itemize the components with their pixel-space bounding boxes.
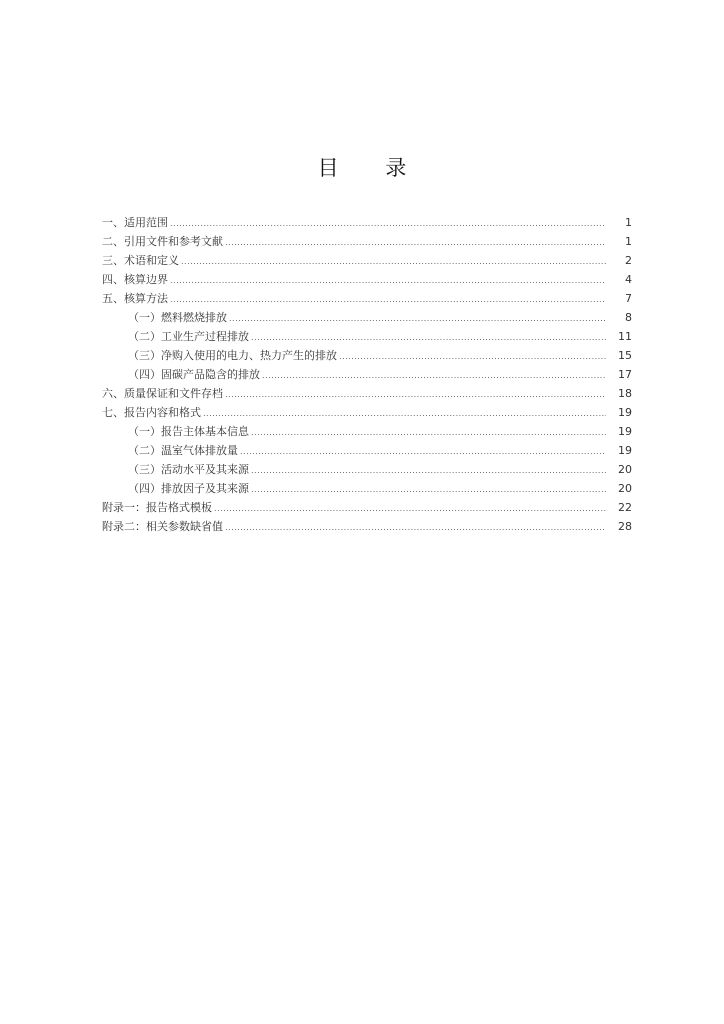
toc-entry-page-number: 17 [618, 368, 632, 381]
toc-entry[interactable] [102, 232, 632, 251]
toc-entry[interactable] [102, 251, 632, 270]
toc-entry-label: 二、引用文件和参考文献 [102, 235, 223, 248]
toc-entry[interactable] [102, 365, 632, 384]
toc-entry-label: （四）固碳产品隐含的排放 [128, 368, 260, 381]
toc-entry[interactable] [102, 517, 632, 536]
toc-entry-label: 七、报告内容和格式 [102, 406, 201, 419]
toc-entry[interactable] [102, 422, 632, 441]
toc-entry-page-number: 11 [618, 330, 632, 343]
toc-dot-leader [170, 214, 606, 233]
toc-entry-label: 一、适用范围 [102, 216, 168, 229]
toc-entry-page-number: 15 [618, 349, 632, 362]
toc-dot-leader [240, 442, 606, 461]
toc-entry[interactable] [102, 441, 632, 460]
toc-dot-leader [203, 404, 606, 423]
toc-entry[interactable] [102, 213, 632, 232]
toc-dot-leader [214, 499, 606, 518]
toc-entry-page-number: 20 [618, 463, 632, 476]
toc-entry-label: 四、核算边界 [102, 273, 168, 286]
toc-entry-page-number: 1 [625, 235, 632, 248]
toc-entry-page-number: 2 [625, 254, 632, 267]
toc-entry-label: 三、术语和定义 [102, 254, 179, 267]
toc-entry[interactable] [102, 403, 632, 422]
toc-entry-page-number: 18 [618, 387, 632, 400]
toc-entry-page-number: 1 [625, 216, 632, 229]
toc-entry[interactable] [102, 308, 632, 327]
toc-dot-leader [339, 347, 606, 366]
toc-title: 目 录 [317, 156, 427, 180]
toc-dot-leader [262, 366, 606, 385]
toc-dot-leader [225, 385, 606, 404]
toc-dot-leader [170, 271, 606, 290]
toc-entry-label: （四）排放因子及其来源 [128, 482, 249, 495]
toc-entry[interactable] [102, 384, 632, 403]
toc-dot-leader [251, 328, 606, 347]
toc-dot-leader [170, 290, 606, 309]
toc-dot-leader [229, 309, 606, 328]
toc-entry-page-number: 19 [618, 425, 632, 438]
toc-entry-label: （一）报告主体基本信息 [128, 425, 249, 438]
toc-entry-label: （二）温室气体排放量 [128, 444, 238, 457]
toc-entry[interactable] [102, 346, 632, 365]
toc-entry-label: （三）净购入使用的电力、热力产生的排放 [128, 349, 337, 362]
toc-entry-page-number: 20 [618, 482, 632, 495]
toc-entry[interactable] [102, 479, 632, 498]
toc-entry[interactable] [102, 327, 632, 346]
toc-dot-leader [251, 461, 606, 480]
toc-entry[interactable] [102, 289, 632, 308]
toc-entry-page-number: 22 [618, 501, 632, 514]
toc-entry-label: （二）工业生产过程排放 [128, 330, 249, 343]
toc-entry[interactable] [102, 460, 632, 479]
toc-entry-page-number: 28 [618, 520, 632, 533]
toc-entry-page-number: 4 [625, 273, 632, 286]
toc-entry-page-number: 8 [625, 311, 632, 324]
toc-list [102, 213, 632, 536]
toc-entry-page-number: 7 [625, 292, 632, 305]
toc-entry-page-number: 19 [618, 444, 632, 457]
toc-entry-label: 五、核算方法 [102, 292, 168, 305]
toc-entry-label: 附录二：相关参数缺省值 [102, 520, 223, 533]
toc-dot-leader [225, 518, 606, 537]
toc-dot-leader [251, 480, 606, 499]
toc-entry-page-number: 19 [618, 406, 632, 419]
toc-entry-label: （三）活动水平及其来源 [128, 463, 249, 476]
toc-entry[interactable] [102, 498, 632, 517]
toc-dot-leader [251, 423, 606, 442]
toc-entry-label: 附录一：报告格式模板 [102, 501, 212, 514]
toc-entry-label: （一）燃料燃烧排放 [128, 311, 227, 324]
toc-dot-leader [181, 252, 606, 271]
toc-entry[interactable] [102, 270, 632, 289]
toc-entry-label: 六、质量保证和文件存档 [102, 387, 223, 400]
toc-dot-leader [225, 233, 606, 252]
